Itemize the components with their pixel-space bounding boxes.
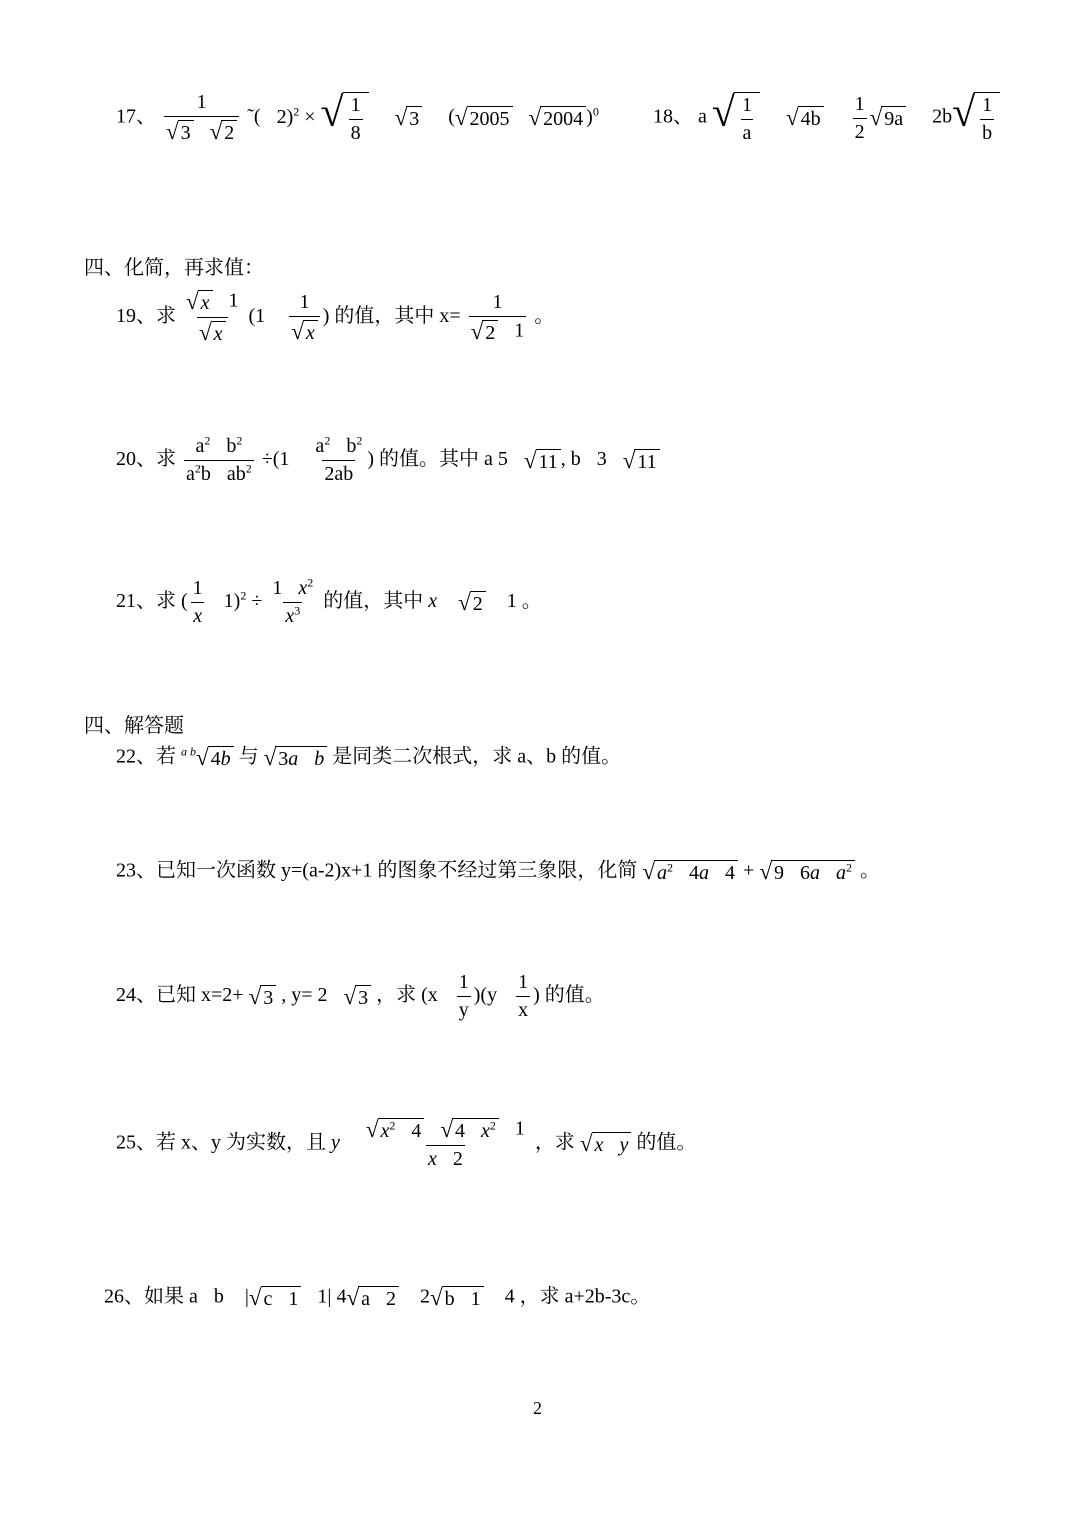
- problem-22: 22、若 $^{a b}$ √ 4b 与 √ 3a b 是同类二次根式，求 a、b 的值。: [116, 743, 622, 770]
- section-heading-simplify: 四、化简，再求值：: [84, 257, 264, 279]
- radical: √ $\frac{1}{8}$: [321, 92, 369, 144]
- problem-17: 17、 1 √ 3 √ 2 ˜( 2)$^2$ × √ $\frac{1}{8}$ √ 3 ( √ 2005 √ 2004 )$^0$: [116, 90, 599, 144]
- section-heading-answer: 四、解答题: [84, 715, 184, 737]
- problem-25: 25、若 x、y 为实数，且 y √ $x^2$ 4 √ 4 $x^2$ 1 x 2 ，求 √ x y 的值。: [116, 1117, 697, 1170]
- problem-25-number: 25、若 x、y 为实数，且: [116, 1131, 326, 1154]
- problem-21: 21、求 ( $\frac{1}{x}$ 1)$^2$ ÷ $\frac{1 x^2}{x^3}$ 的值，其中 x √ 2 1 。: [116, 575, 542, 627]
- problem-23: 23、已知一次函数 y=(a-2)x+1 的图象不经过第三象限，化简 √ $a^2$ 4a 4 + √ 9 6a $a^2$ 。: [116, 859, 880, 884]
- problem-17-number: 17、: [116, 105, 156, 128]
- problem-24-number: 24、已知 x=2+: [116, 984, 244, 1007]
- problem-22-number: 22、若: [116, 745, 176, 768]
- problem-26: 26、如果 a b | √ c 1 1| 4 √ a 2 2 √ b 1 4 ，求 a+2b-3c。: [104, 1285, 651, 1310]
- problem-26-number: 26、如果: [104, 1285, 184, 1308]
- problem-18: 18、 a √ $\frac{1}{a}$ √ 4b $\frac{1}{2}$ √ 9a 2b √ $\frac{1}{b}$: [653, 92, 1000, 144]
- problem-19: 19、求 √ x 1 √ x (1 1 √ x ) 的值，其中 x= 1 √ 2 1 。: [116, 289, 555, 345]
- problem-21-number: 21、求: [116, 590, 176, 613]
- fraction: 1 √ 3 √ 2: [164, 92, 239, 144]
- problem-23-number: 23、已知一次函数 y=(a-2)x+1 的图象不经过第三象限，化简: [116, 859, 638, 882]
- problem-20: 20、求 $\frac{a^2 b^2}{a^2b ab^2}$ ÷(1 $\frac{a^2 b^2}{2ab}$ ) 的值。其中 a 5 √ 11 , b 3 √ 11: [116, 436, 660, 485]
- problem-18-number: 18、: [653, 105, 693, 128]
- problem-20-number: 20、求: [116, 448, 176, 471]
- problem-19-number: 19、求: [116, 305, 176, 328]
- problem-24: 24、已知 x=2+ √ 3 , y= 2 √ 3 ，求 (x $\frac{1}{y}$ )(y $\frac{1}{x}$ ) 的值。: [116, 971, 605, 1021]
- page-number: 2: [533, 1398, 542, 1418]
